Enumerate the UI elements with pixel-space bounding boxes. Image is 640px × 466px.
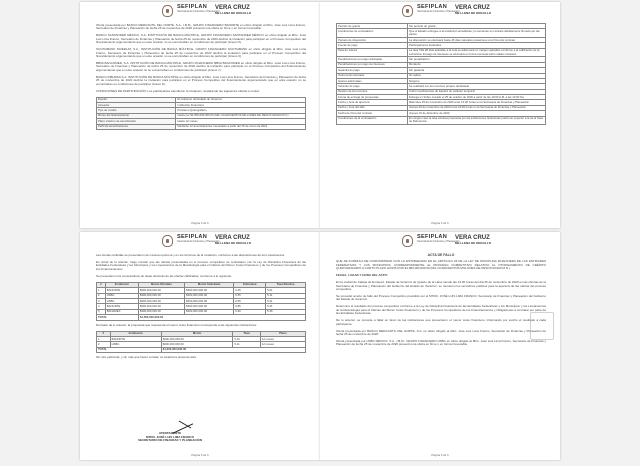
paragraph: QUE SE FORMULA DE CONFORMIDAD CON LO ESTABLECIDO EN EL ARTÍCULO 26 DE LA LEY DE DISCIPLINA FINANCIERA DE LAS ENTIDADES FEDERATIVAS Y LOS MUNICIPIOS, CORRESPONDIENTE AL PROCESO COMPETITIVO RELATIVO AL OTORGAMIENTO DE CRÉDITO QUIROGRAFARIO A CORTO PLAZO HASTA POR $1,800,000,000.00 (MIL OCHOCIENTOS MILLONES DE PESOS 00/100 M.N.). <box>336 259 546 271</box>
table-cell: 3 <box>97 298 106 303</box>
state-seal-icon <box>162 5 173 17</box>
org-name: SEFIPLAN <box>417 234 448 240</box>
signature-line: MTRO. JOSÉ LUIS LIMA FRANCO <box>146 434 194 439</box>
column-header: # <box>97 331 111 336</box>
org-name: SEFIPLAN <box>417 4 448 10</box>
table-cell: TOTAL <box>97 347 162 352</box>
table-cell: BANORTE <box>110 336 161 341</box>
table-cell: Instrumento derivado <box>337 73 408 78</box>
document-title: ACTA DE FALLO <box>427 253 455 257</box>
table-cell: 0.55 <box>234 293 266 298</box>
table-cell: Entrega en Sobre cerrado el 25 de octubre de 2020 a partir de las 10:00 A.M. a las 13:00 hrs. <box>408 95 546 100</box>
table-cell: Jueves 26 de noviembre de 2020 a las 13:00 horas en la Secretaría de Finanzas y Planeación <box>408 105 546 110</box>
table-cell: $300,000,000.00 <box>185 293 234 298</box>
table-row <box>337 29 546 38</box>
table-cell: $300,000,000.00 <box>185 298 234 303</box>
page-header <box>80 235 320 249</box>
table-cell: Tipo de crédito <box>97 108 176 113</box>
table-cell: Mediante 12 amortizaciones mensuales a partir del 15 de enero de 2021 <box>176 124 306 129</box>
table-cell: 12 meses <box>260 342 305 347</box>
table-cell: Moratorio <box>408 62 546 67</box>
table-cell: $300,000,000.00 <box>185 309 234 314</box>
page-header <box>320 235 560 249</box>
paragraph: En virtud de lo anterior, hago constar que las ofertas presentadas en el proceso competitivo se contrataron con la Ley de Disciplina Financiera de las Entidades Federativas y los Municipios y los Lineamientos de la Metodología para el Cálculo del Menor Costo Financiero y de los Procesos Competitivos de los Financiamientos. <box>96 260 306 271</box>
org-name: SEFIPLAN <box>177 4 208 10</box>
document-page-3 <box>80 232 320 460</box>
org-sub: Secretaría de Finanzas y Planeación <box>177 240 220 243</box>
page-body <box>96 254 306 363</box>
table-cell: Fuente de pago <box>337 43 408 48</box>
table-cell: 5.11 <box>266 293 306 298</box>
state-seal-icon <box>402 235 413 247</box>
paragraph: Se procedió al acto de fallo del Proceso Competitivo presidido por el MTRO. JOSÉ LUIS LIMA FRANCO, Secretario de Finanzas y Planeación del Gobierno del Estado de Veracruz. <box>336 294 546 302</box>
table-cell: 5 <box>97 309 106 314</box>
table-cell: 4 <box>97 304 106 309</box>
brand-sub: ME LLENA DE ORGULLO <box>215 241 252 245</box>
table-cell: Vehículo de pago <box>337 84 408 89</box>
brand-sub: ME LLENA DE ORGULLO <box>455 11 492 15</box>
column-header: Monto <box>161 331 233 336</box>
paragraph: BBVA BANCOMER, S.A. INSTITUCIÓN DE BANCA MÚLTIPLE, GRUPO FINANCIERO BBVA BANCOMER en oficio dirigido al Mtro. José Luis Lima Franco, Secretario de Finanzas y Planeación de fecha 25 de noviembre de 2020 declinó la invitación para participar en el Proceso Competitivo del financiamiento argumentando que en este ocasión no se encontraban en condiciones de participar (Anexo 7). <box>96 61 306 72</box>
paragraph: BANCO INBURSA S.A. INSTITUCIÓN DE BANCA MÚLTIPLE en oficio dirigido al Mtro. José Luis Lima Franco, Secretario de Finanzas y Planeación de fecha 25 de noviembre de 2020 declinó la invitación para participar en el Proceso Competitivo del financiamiento argumentando que en esta ocasión no se encontraban en condiciones de participar (Anexo 8). <box>96 74 306 86</box>
table-cell: Penalizaciones por pago de intereses <box>337 62 408 67</box>
org-sub: Secretaría de Finanzas y Planeación <box>177 10 220 13</box>
brand-logo: VERA CRUZ <box>455 5 490 11</box>
column-header: Sobretasa <box>234 282 266 287</box>
table-cell: Tasa de Interés <box>337 48 408 57</box>
table-cell: $300,000,000.00 <box>138 298 184 303</box>
brand-logo: VERA CRUZ <box>215 5 250 11</box>
table-cell: Plazo máximo de amortización <box>97 119 176 124</box>
table-cell: 12 meses <box>260 336 305 341</box>
table-cell: 2 <box>97 342 111 347</box>
table-cell: $600,000,000.00 <box>161 336 233 341</box>
table-cell: 0.65 <box>234 298 266 303</box>
column-header: Monto Ofertado <box>138 282 184 287</box>
table-cell: 0.45 <box>234 288 266 293</box>
table-cell: 5.01 <box>266 288 306 293</box>
document-page-2 <box>320 2 560 228</box>
table-cell: No aplica <box>408 73 546 78</box>
table-cell: Sin penalización <box>408 57 546 62</box>
table-cell: 5.46 <box>266 309 306 314</box>
column-header: Institución <box>110 331 161 336</box>
table-cell: 1 <box>97 336 111 341</box>
table-cell: 5.21 <box>266 298 306 303</box>
document-page-1 <box>80 2 320 228</box>
table-cell: Se realizará con los recursos propios del Estado <box>408 84 546 89</box>
brand-logo: VERA CRUZ <box>215 235 250 241</box>
table-cell: Sin garantía <box>408 68 546 73</box>
paragraph: En la ciudad de Xalapa de Enríquez, Estado de Veracruz de Ignacio de la Llave siendo las 13:30 horas del día 25 de noviembre de 2020 en las oficinas de la Secretaría de Finanzas y Planeación del Gobierno del Estado de Veracruz, se reunieron los servidores públicos para la apertura de las ofertas del proceso competitivo. <box>336 280 546 292</box>
table-total-row <box>97 347 306 352</box>
table-cell: Gastos adicionales <box>337 78 408 83</box>
table-row <box>97 124 306 129</box>
table-cell: HSBC <box>105 298 138 303</box>
table-cell: La disposición se efectuará hasta 45 días naturales posteriores a la firma del contrato <box>408 37 546 42</box>
table-cell: Condiciones de la contratación <box>337 116 408 125</box>
page-body <box>336 254 546 350</box>
table-row <box>337 48 546 57</box>
page-footer: Página 6 de 6 <box>431 453 449 457</box>
table-cell: Destino de los recursos <box>337 89 408 94</box>
table-cell: Miércoles 25 de noviembre de 2020 a las 13:30 horas en la Secretaría de Finanzas y Planeación <box>408 100 546 105</box>
table-cell: $300,000,000.00 <box>138 304 184 309</box>
margin-stamp-icon <box>530 312 554 340</box>
paragraph: Determinó el resultado del proceso competitivo conforme a la Ley de Disciplina Financiera de las Entidades Federativas y los Municipios y los Lineamientos de la Metodología para el Cálculo del Menor Costo Financiero y de los Procesos Competitivos de los Financiamientos y Obligaciones a contratar por parte de las Entidades Federativas. <box>336 304 546 316</box>
conditions-table <box>336 23 546 125</box>
table-cell: $1,200,000,000.00 <box>161 347 305 352</box>
table-cell: BANORTE <box>105 304 138 309</box>
signature-line: SECRETARIO DE FINANZAS Y PLANEACIÓN <box>138 438 202 443</box>
column-header: Institución <box>105 282 138 287</box>
section-heading: FECHA, LUGAR Y HORA DEL ACTO: <box>336 273 388 278</box>
table-cell: 5.01 <box>233 336 260 341</box>
table-cell: $600,000,000.00 <box>161 342 233 347</box>
table-cell: Deudor <box>97 97 176 102</box>
column-header: Tasa <box>233 331 260 336</box>
table-cell: Monto del financiamiento <box>97 113 176 118</box>
page-footer: Página 3 de 6 <box>191 221 209 225</box>
paragraph: Derivado de lo anterior, la propuesta que representa el menor costo financiero corresponde a las siguientes instituciones: <box>96 322 257 327</box>
table-cell: Fecha y hora del fallo <box>337 105 408 110</box>
page-body <box>336 23 546 125</box>
table-cell: En ningún caso la tasa efectiva propuesta por las instituciones financieras podrá ser superior a la de la Tasa de Referencia <box>408 116 546 125</box>
table-cell: BANORTE <box>105 288 138 293</box>
table-cell: 5.41 <box>266 304 306 309</box>
paragraph: De lo anterior, se procede a fallar en favor de las instituciones que presentaron el menor costo financiero, informando por escrito el resultado a cada participante. <box>336 318 546 326</box>
state-seal-icon <box>162 235 173 247</box>
paragraph: Oferta presentada por HSBC MÉXICO, S.A., I.B.M., GRUPO FINANCIERO HSBC en oficio dirigido al Mtro. José Luis Lima Franco, Secretario de Finanzas y Planeación de fecha 25 de noviembre de 2020 presentó una oferta en firme y en forma irrevocable. <box>336 339 546 347</box>
conditions-table <box>96 97 306 130</box>
paragraph: Oferta presentada por BANCO MERCANTIL DEL NORTE, S.A. en oficio dirigido al Mtro. José Luis Lima Franco, Secretario de Finanzas y Planeación de fecha 25 de noviembre de 2020. <box>336 328 546 337</box>
table-cell: $300,000,000.00 <box>138 309 184 314</box>
column-header: Tasa Efectiva <box>266 282 306 287</box>
table-cell: TOTAL <box>97 315 139 320</box>
table-cell: Garantía de pago <box>337 68 408 73</box>
table-cell: 1 <box>97 288 106 293</box>
signature-line: ATENTAMENTE <box>158 431 182 435</box>
org-name: SEFIPLAN <box>177 234 208 240</box>
brand-sub: ME LLENA DE ORGULLO <box>215 11 252 15</box>
org-sub: Secretaría de Finanzas y Planeación <box>417 240 460 243</box>
paragraph: CONDICIONES DE PARTICIPACIÓN: Los participantes atendieron la invitación, declarando las siguientes ofertas a contar: <box>96 88 260 93</box>
document-page-4 <box>320 232 560 460</box>
page-header <box>80 5 320 19</box>
table-cell: Periodo de disposición <box>337 37 408 42</box>
brand-sub: ME LLENA DE ORGULLO <box>455 241 492 245</box>
table-row <box>337 116 546 125</box>
table-cell: 5.11 <box>233 342 260 347</box>
table-cell: Préstamo Quirografario <box>176 108 306 113</box>
signature-block <box>120 432 220 443</box>
table-cell: Condiciones de contratación <box>337 29 408 38</box>
table-cell: HSBC <box>105 293 138 298</box>
paragraph: Las ofertas recibidas se presentaron de manera oportuna y en los términos de la invitación, conforme a las disposiciones de los Lineamientos. <box>96 253 286 257</box>
page-footer: Página 4 de 6 <box>431 221 449 225</box>
page-footer: Página 5 de 6 <box>191 453 209 457</box>
table-cell: Forma de entrega de propuestas <box>337 95 408 100</box>
paragraph: Oferta presentada por BANCO MERCANTIL DEL NORTE, S.A., I.B.M., GRUPO FINANCIERO BANORTE en oficio dirigido al Mtro. José Luis Lima Franco, Secretario de Finanzas y Planeación de fecha 25 de noviembre de 2020 presentó una oferta en firme y en forma irrevocable. <box>96 23 306 31</box>
table-cell: 0.90 <box>234 309 266 314</box>
column-header: Plazo <box>260 331 305 336</box>
paragraph: SCOTIABANK INVERLAT, S.A., INSTITUCIÓN DE BANCA MÚLTIPLE, GRUPO FINANCIERO SCOTIABANK en oficio dirigido al Mtro. José Luis Lima Franco, Secretario de Finanzas y Planeación de fecha 25 de noviembre de 2020 declinó la invitación para participar en el Proceso Competitivo del financiamiento argumentando que en este ocasión no se encontraban en condiciones de participar (Anexo 6). <box>96 47 306 59</box>
table-cell: Acreedor <box>97 103 176 108</box>
table-cell: Penalizaciones por pago anticipado <box>337 57 408 62</box>
table-cell: Sin periodo de gracia <box>408 24 546 29</box>
table-cell: Que el Estado entregue a la Institución acreditante y/o remitente su contrato debidamente firmado por las partes <box>408 29 546 38</box>
org-sub: Secretaría de Finanzas y Planeación <box>417 10 460 13</box>
paragraph: Sin otro particular, y sin más que hacer constar, se levanta la presente acta. <box>96 355 197 360</box>
comparison-table <box>96 282 306 321</box>
table-cell: Fecha de firma del contrato <box>337 111 408 116</box>
table-cell: Cubrir insuficiencias de liquidez de carácter temporal <box>408 89 546 94</box>
page-body <box>96 24 306 130</box>
table-cell: Ninguno <box>408 78 546 83</box>
table-cell: Institución Financiera <box>176 103 306 108</box>
table-cell: 0.85 <box>234 304 266 309</box>
paragraph: Se presentaron los comparativos de tasas efectivas de las ofertas calificadas, conforme a lo siguiente: <box>96 273 232 278</box>
table-cell: $300,000,000.00 <box>138 288 184 293</box>
table-cell: 2 <box>97 293 106 298</box>
table-cell: Perfil de amortizaciones <box>97 124 176 129</box>
column-header: # <box>97 282 106 287</box>
table-cell: Hasta 12 meses <box>176 119 306 124</box>
table-cell: Periodo de gracia <box>337 24 408 29</box>
table-cell: El Gobierno del Estado de Veracruz <box>176 97 306 102</box>
state-seal-icon <box>402 5 413 17</box>
table-cell: Participaciones Federales <box>408 43 546 48</box>
table-total-row <box>97 315 306 320</box>
table-cell: BANAMEX <box>105 309 138 314</box>
table-cell: $300,000,000.00 <box>185 304 234 309</box>
table-cell: Jueves 10 de diciembre de 2020 <box>408 111 546 116</box>
column-header: Monto Solicitado <box>185 282 234 287</box>
table-cell: Hasta por $1,800,000,000.00 (MIL OCHOCIENTOS MILLONES DE PESOS 00/100 M.N.) <box>176 113 306 118</box>
page-header <box>320 5 560 19</box>
table-cell: $300,000,000.00 <box>138 293 184 298</box>
brand-logo: VERA CRUZ <box>455 235 490 241</box>
table-cell: HSBC <box>110 342 161 347</box>
result-table <box>96 331 306 354</box>
paragraph: BANCO SANTANDER MÉXICO, S.A. INSTITUCIÓN DE BANCA MÚLTIPLE, GRUPO FINANCIERO SANTANDER MÉXICO en oficio dirigido al Mtro. José Luis Lima Franco, Secretario de Finanzas y Planeación de fecha 25 de noviembre de 2020 declinó la invitación para participar en el Proceso Competitivo del financiamiento argumentando que en este ocasión no se encontraban en condiciones de participar (Anexo 5). <box>96 33 306 45</box>
table-cell: $1,500,000,000.00 <box>138 315 305 320</box>
table-cell: La tasa TIIE 28 días aplicable a la cual se adicionará un margen aplicable conforme a la calificación de la estructura. El pago de intereses se efectuará en forma mensual sobre saldos insolutos <box>408 48 546 57</box>
table-cell: $300,000,000.00 <box>185 288 234 293</box>
table-cell: Fecha y hora de apertura <box>337 100 408 105</box>
